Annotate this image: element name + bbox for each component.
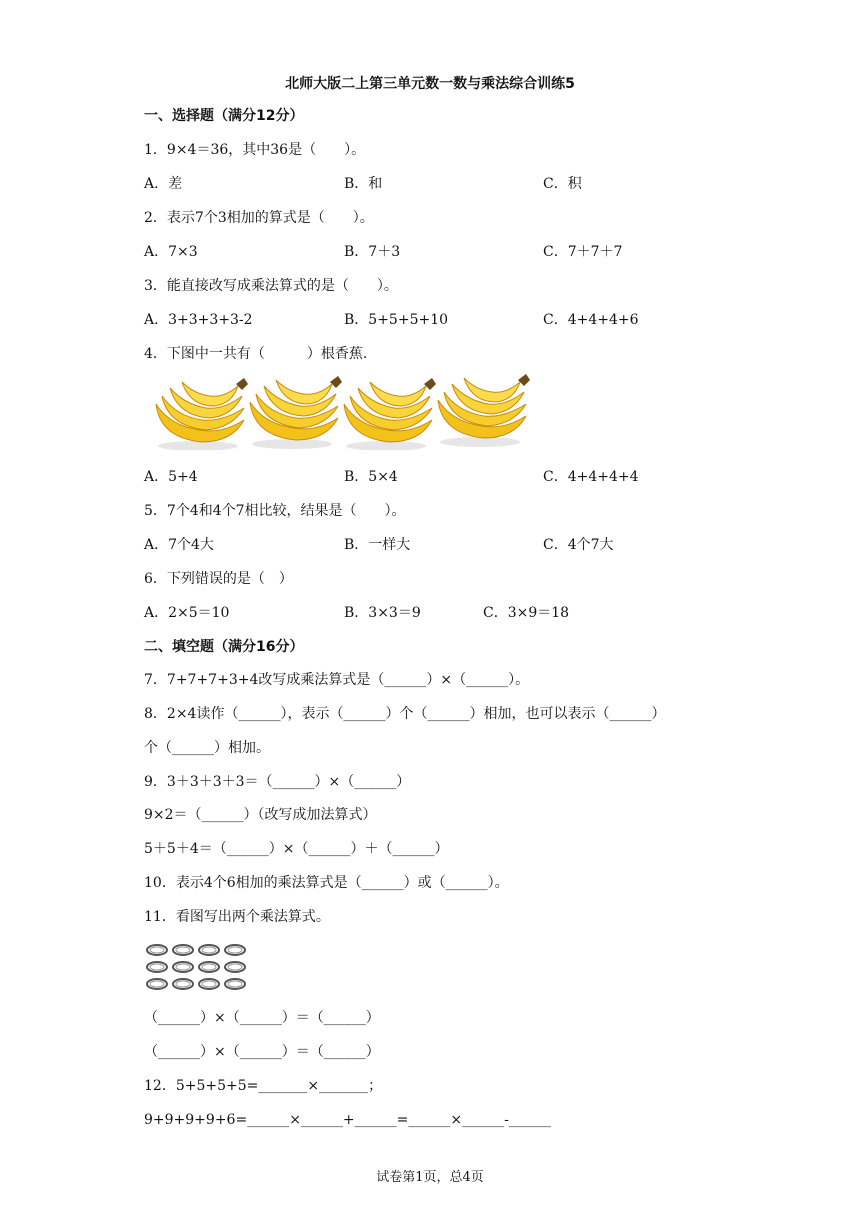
question-5-option-b: B．一样大 — [344, 537, 411, 553]
banana-bunches-image — [152, 372, 532, 450]
question-4-option-b: B．5×4 — [344, 469, 398, 485]
question-12-line-1: 12．5+5+5+5=_______×_______； — [144, 1078, 383, 1094]
question-9-line-3: 5＋5＋4＝（______）×（______）＋（______） — [144, 841, 449, 857]
question-3-stem: 3．能直接改写成乘法算式的是（ ）。 — [144, 278, 398, 294]
question-4-stem: 4．下图中一共有（ ）根香蕉. — [144, 346, 368, 362]
question-5-option-c: C．4个7大 — [543, 537, 614, 553]
question-2-stem: 2．表示7个3相加的算式是（ ）。 — [144, 210, 374, 226]
question-1-option-a: A．差 — [144, 176, 183, 192]
question-6-option-c: C．3×9＝18 — [483, 605, 570, 621]
question-6-option-b: B．3×3＝9 — [344, 605, 421, 621]
question-2-option-c: C．7＋7＋7 — [543, 244, 623, 260]
section-heading-fill: 二、填空题（满分16分） — [144, 639, 304, 655]
question-9-line-2: 9×2＝（______）（改写成加法算式） — [144, 807, 377, 823]
question-3-option-a: A．3+3+3+3-2 — [144, 312, 253, 328]
rings-image — [144, 942, 252, 994]
question-3-option-b: B．5+5+5+10 — [344, 312, 449, 328]
question-11-answer-2: （______）×（______）＝（______） — [144, 1044, 380, 1060]
question-8-line-1: 8．2×4读作（______），表示（______）个（______）相加，也可以表示（______） — [144, 706, 666, 722]
question-1-stem: 1．9×4＝36，其中36是（ ）。 — [144, 142, 366, 158]
question-4-option-c: C．4+4+4+4 — [543, 469, 639, 485]
question-11-answer-1: （______）×（______）＝（______） — [144, 1010, 380, 1026]
question-5-option-a: A．7个4大 — [144, 537, 214, 553]
question-2-option-a: A．7×3 — [144, 244, 198, 260]
question-3-option-c: C．4+4+4+6 — [543, 312, 639, 328]
question-9-line-1: 9．3＋3＋3＋3＝（______）×（______） — [144, 774, 411, 790]
question-1-option-b: B．和 — [344, 176, 383, 192]
banana-bunch-icon — [344, 378, 436, 450]
question-6-stem: 6．下列错误的是（ ） — [144, 571, 293, 587]
question-7: 7．7+7+7+3+4改写成乘法算式是（______）×（______）。 — [144, 672, 530, 688]
section-heading-choice: 一、选择题（满分12分） — [144, 108, 304, 124]
question-1-option-c: C．积 — [543, 176, 582, 192]
banana-bunch-icon — [438, 374, 530, 447]
question-4-option-a: A．5+4 — [144, 469, 198, 485]
question-8-line-2: 个（______）相加。 — [144, 740, 270, 756]
question-11-stem: 11．看图写出两个乘法算式。 — [144, 909, 330, 925]
question-6-option-a: A．2×5＝10 — [144, 605, 230, 621]
banana-bunch-icon — [250, 376, 342, 449]
page-title: 北师大版二上第三单元数一数与乘法综合训练5 — [285, 76, 575, 92]
question-5-stem: 5．7个4和4个7相比较，结果是（ ）。 — [144, 503, 406, 519]
banana-bunch-icon — [156, 378, 248, 450]
question-10: 10．表示4个6相加的乘法算式是（______）或（______）。 — [144, 875, 509, 891]
question-12-line-2: 9+9+9+9+6=______×______+______=______×______-______ — [144, 1112, 551, 1128]
question-2-option-b: B．7＋3 — [344, 244, 401, 260]
page-footer: 试卷第1页，总4页 — [376, 1170, 484, 1185]
